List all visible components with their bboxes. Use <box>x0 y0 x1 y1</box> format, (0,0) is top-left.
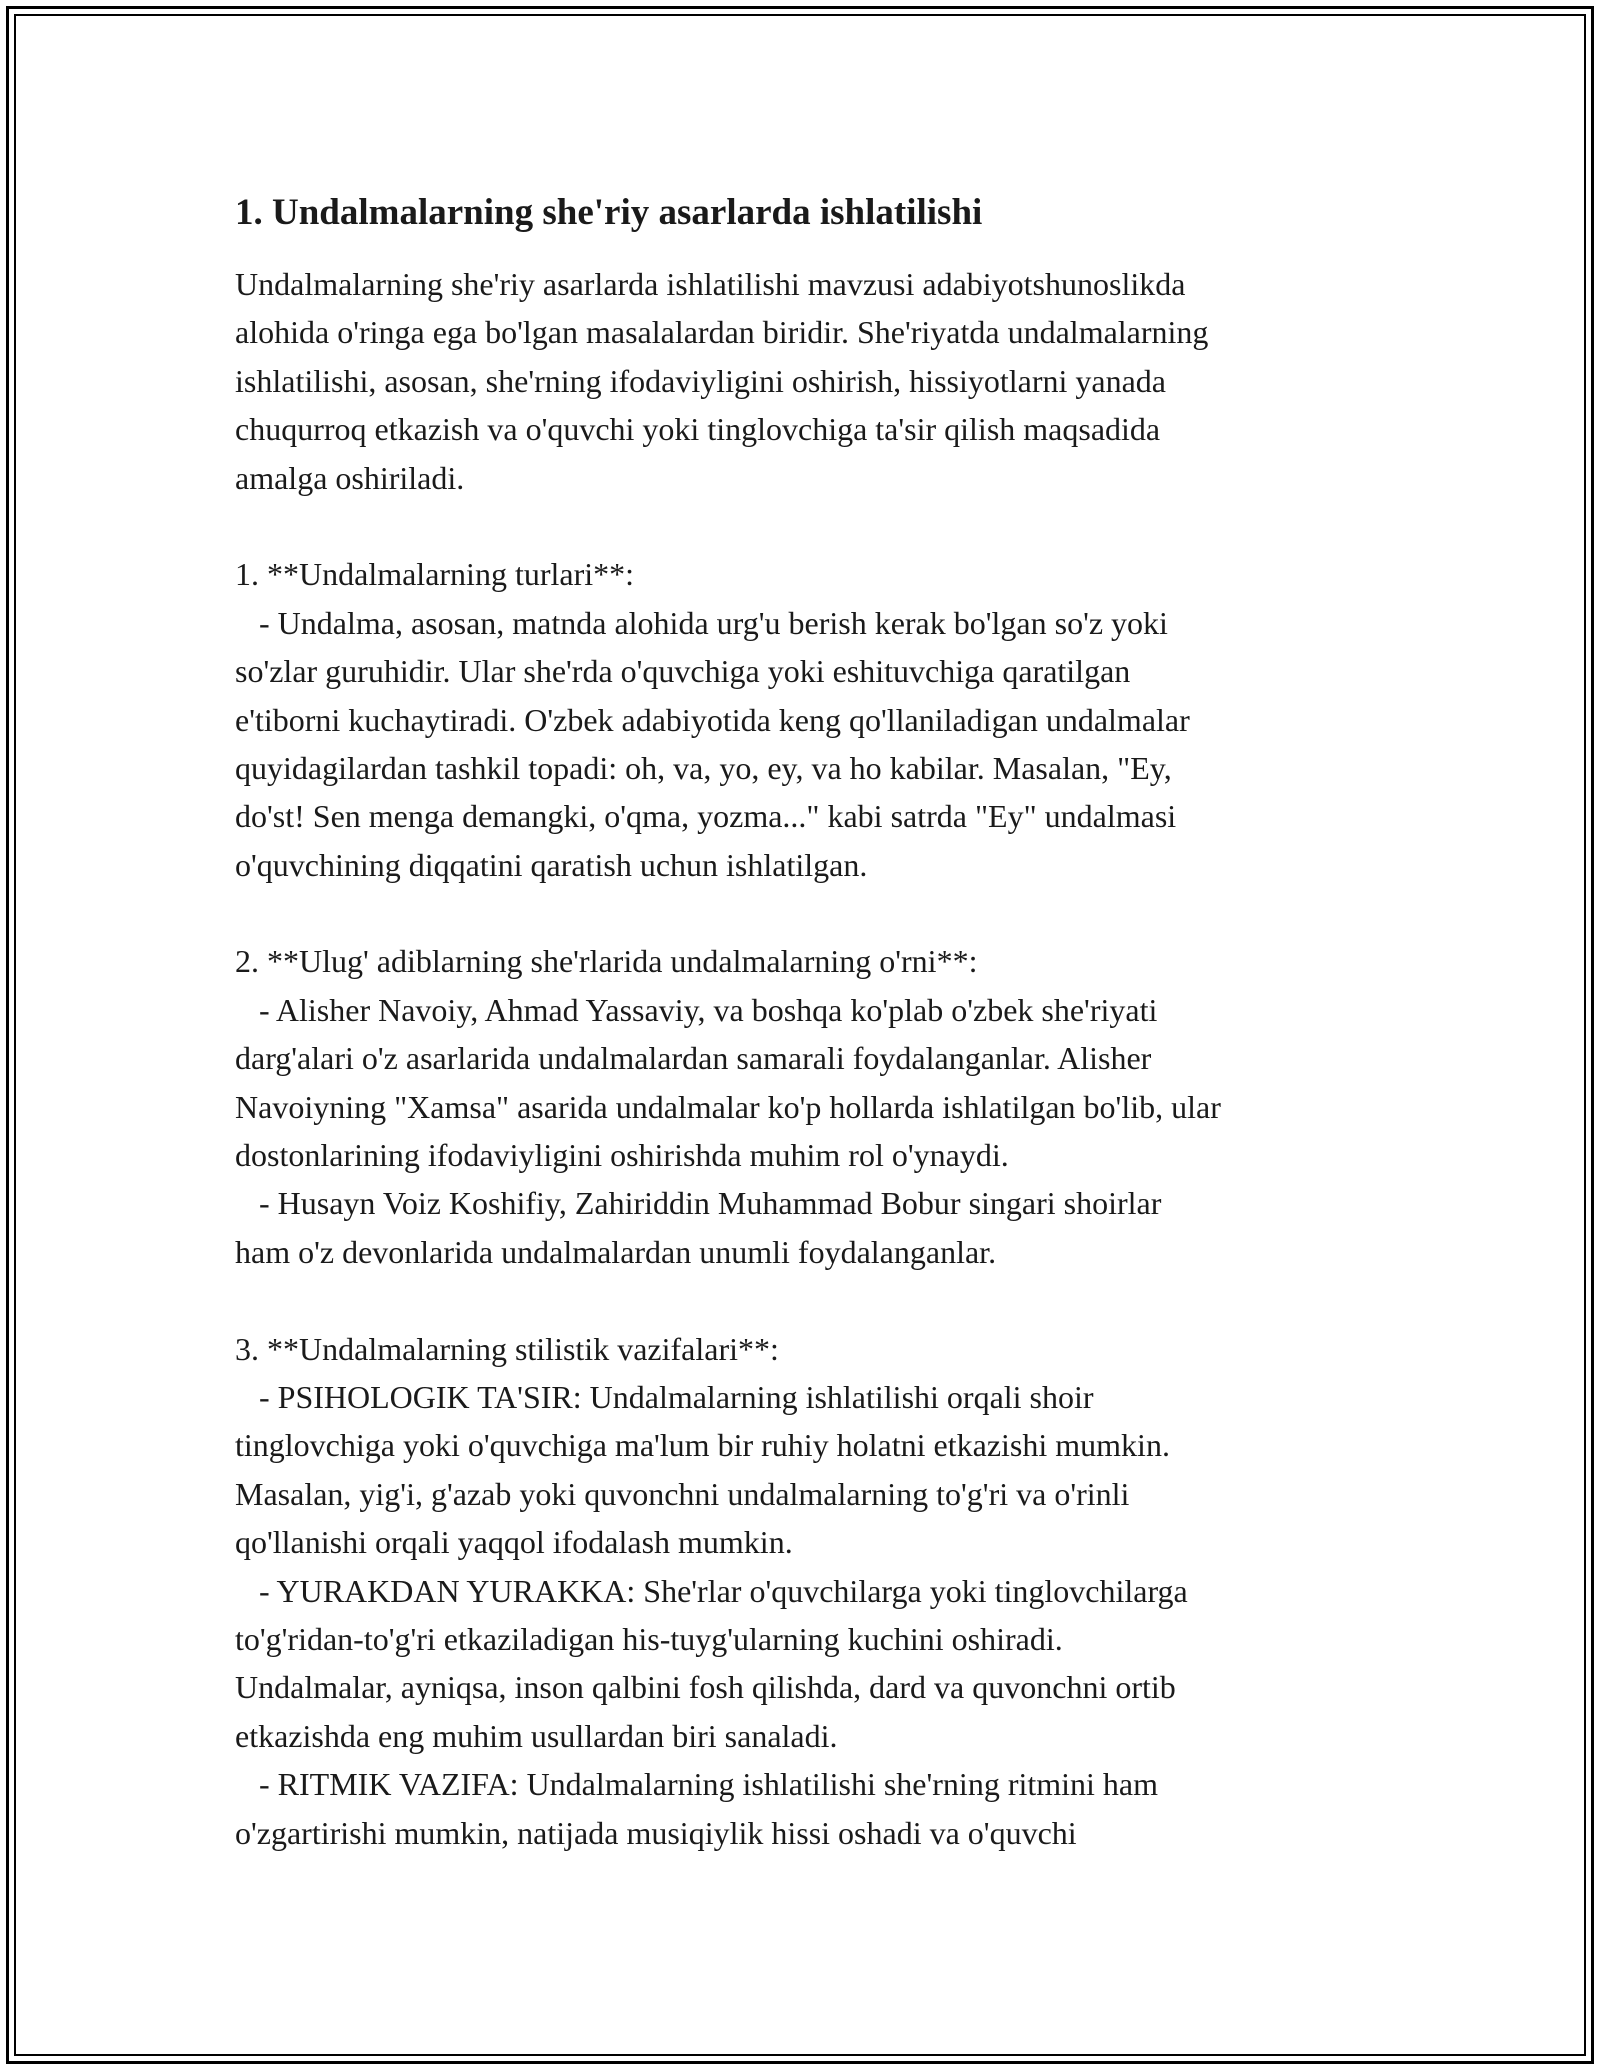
document-body <box>235 186 1370 1857</box>
text-line: - Alisher Navoiy, Ahmad Yassaviy, va boshqa ko'plab o'zbek she'riyati <box>235 991 1158 1028</box>
text-line: - YURAKDAN YURAKKA: She'rlar o'quvchilarga yoki tinglovchilarga <box>235 1572 1188 1609</box>
document-title: 1. Undalmalarning she'riy asarlarda ishlatilishi <box>235 192 983 233</box>
text-line: dostonlarining ifodaviyligini oshirishda muhim rol o'ynaydi. <box>235 1137 1009 1174</box>
text-line: amalga oshiriladi. <box>235 459 465 496</box>
text-line: 3. **Undalmalarning stilistik vazifalari**: <box>235 1330 779 1367</box>
text-line: - RITMIK VAZIFA: Undalmalarning ishlatilishi she'rning ritmini ham <box>235 1766 1159 1803</box>
text-line: - PSIHOLOGIK TA'SIR: Undalmalarning ishlatilishi orqali shoir <box>235 1378 1094 1415</box>
text-line: - Husayn Voiz Koshifiy, Zahiriddin Muhammad Bobur singari shoirlar <box>235 1185 1162 1222</box>
text-line: to'g'ridan-to'g'ri etkaziladigan his-tuyg'ularning kuchini oshiradi. <box>235 1620 1063 1657</box>
text-line: 2. **Ulug' adiblarning she'rlarida undalmalarning o'rni**: <box>235 943 978 980</box>
text-line: do'st! Sen menga demangki, o'qma, yozma..." kabi satrda "Ey" undalmasi <box>235 798 1177 835</box>
text-line: Undalmalar, ayniqsa, inson qalbini fosh qilishda, dard va quvonchni ortib <box>235 1669 1176 1706</box>
text-line: chuqurroq etkazish va o'quvchi yoki tinglovchiga ta'sir qilish maqsadida <box>235 411 1161 448</box>
document-text <box>235 260 1370 1857</box>
text-line: o'zgartirishi mumkin, natijada musiqiylik hissi oshadi va o'quvchi <box>235 1814 1077 1851</box>
text-line <box>235 502 1370 550</box>
text-line: ishlatilishi, asosan, she'rning ifodaviyligini oshirish, hissiyotlarni yanada <box>235 362 1166 399</box>
text-line: e'tiborni kuchaytiradi. O'zbek adabiyotida keng qo'llaniladigan undalmalar <box>235 701 1190 738</box>
text-line: Navoiyning "Xamsa" asarida undalmalar ko'p hollarda ishlatilgan bo'lib, ular <box>235 1088 1221 1125</box>
text-line: darg'alari o'z asarlarida undalmalardan samarali foydalanganlar. Alisher <box>235 1040 1152 1077</box>
text-line: 1. **Undalmalarning turlari**: <box>235 556 635 593</box>
text-line: so'zlar guruhidir. Ular she'rda o'quvchiga yoki eshituvchiga qaratilgan <box>235 653 1131 690</box>
text-line: quyidagilardan tashkil topadi: oh, va, yo, ey, va ho kabilar. Masalan, "Ey, <box>235 749 1172 786</box>
text-line: etkazishda eng muhim usullardan biri sanaladi. <box>235 1717 838 1754</box>
text-line: tinglovchiga yoki o'quvchiga ma'lum bir ruhiy holatni etkazishi mumkin. <box>235 1427 1170 1464</box>
text-line: ham o'z devonlarida undalmalardan unumli foydalanganlar. <box>235 1233 997 1270</box>
text-line <box>235 889 1370 937</box>
text-line <box>235 1276 1370 1324</box>
text-line: qo'llanishi orqali yaqqol ifodalash mumkin. <box>235 1524 793 1561</box>
text-line: alohida o'ringa ega bo'lgan masalalardan biridir. She'riyatda undalmalarning <box>235 314 1209 351</box>
text-line: o'quvchining diqqatini qaratish uchun ishlatilgan. <box>235 846 868 883</box>
text-line: Masalan, yig'i, g'azab yoki quvonchni undalmalarning to'g'ri va o'rinli <box>235 1475 1130 1512</box>
text-line: - Undalma, asosan, matnda alohida urg'u berish kerak bo'lgan so'z yoki <box>235 604 1168 641</box>
text-line: Undalmalarning she'riy asarlarda ishlatilishi mavzusi adabiyotshunoslikda <box>235 266 1186 302</box>
